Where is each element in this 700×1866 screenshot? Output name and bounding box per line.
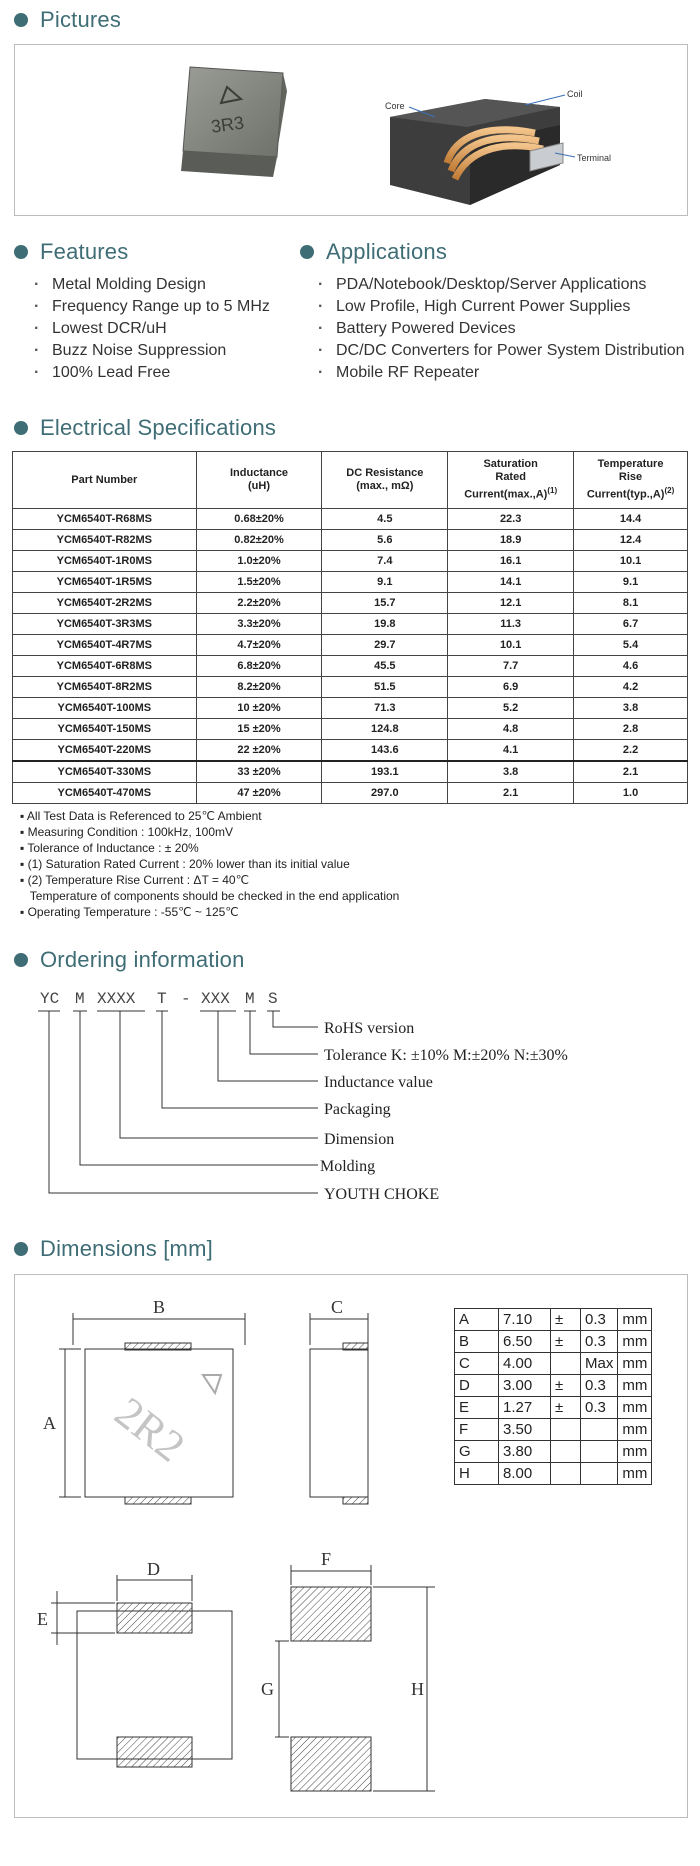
note-line: ▪ All Test Data is Referenced to 25℃ Ambient [20,809,262,823]
table-row [455,1353,652,1375]
section-title: Features [40,239,129,264]
ordering-heading [14,946,245,974]
terminal-label: Terminal [577,153,612,163]
dim-letter: H [455,1463,499,1485]
part-number-cell: YCM6540T-470MS [13,783,197,804]
dim-unit: mm [618,1441,652,1463]
rohs-label: RoHS version [324,1020,415,1037]
temperature-rise-current-cell: 9.1 [574,572,688,593]
section-title: Pictures [40,7,122,32]
inductance-cell: 6.8±20% [196,656,322,677]
temperature-rise-current-cell: 2.2 [574,740,688,762]
table-row [455,1419,652,1441]
youth-choke-label: YOUTH CHOKE [324,1186,440,1203]
code-m2: M [245,990,255,1008]
dim-tolerance [581,1441,618,1463]
dc-resistance-cell: 124.8 [322,719,448,740]
inductance-cell: 22 ±20% [196,740,322,762]
dimension-label: Dimension [324,1131,395,1148]
table-row [455,1331,652,1353]
dc-resistance-cell: 193.1 [322,761,448,783]
dc-resistance-cell: 45.5 [322,656,448,677]
dim-tolerance: 0.3 [581,1331,618,1353]
dc-resistance-cell: 15.7 [322,593,448,614]
list-item: · DC/DC Converters for Power System Distribution [318,340,685,362]
dim-label-c: C [331,1297,344,1317]
section-title: Ordering information [40,947,245,972]
list-item: · Mobile RF Repeater [318,362,685,384]
chip-marking: 3R3 [209,112,246,137]
saturation-current-cell: 7.7 [448,656,574,677]
pictures-frame [14,44,688,216]
dim-plusminus: ± [551,1309,581,1331]
dim-label-h: H [411,1679,424,1699]
dimensions-table [454,1308,652,1485]
tolerance-label: Tolerance K: ±10% M:±20% N:±30% [324,1047,568,1064]
list-item: · Lowest DCR/uH [34,318,270,340]
col-dc-resistance: DC Resistance (max., mΩ) [322,452,448,509]
dimensions-heading [14,1235,213,1263]
code-dash: - [181,990,191,1008]
table-row [13,530,688,551]
part-number-cell: YCM6540T-150MS [13,719,197,740]
code-t: T [157,990,167,1008]
dim-value: 1.27 [499,1397,551,1419]
list-item: · Frequency Range up to 5 MHz [34,296,270,318]
land-pattern-drawing [261,1549,435,1791]
dim-label-e: E [37,1609,48,1629]
dim-plusminus: ± [551,1375,581,1397]
dim-value: 3.80 [499,1441,551,1463]
part-number-cell: YCM6540T-330MS [13,761,197,783]
spec-notes [20,808,399,920]
part-number-cell: YCM6540T-R82MS [13,530,197,551]
inductance-cell: 0.68±20% [196,509,322,530]
dc-resistance-cell: 143.6 [322,740,448,762]
list-item: · Battery Powered Devices [318,318,685,340]
inductance-cell: 3.3±20% [196,614,322,635]
table-row [455,1397,652,1419]
saturation-current-cell: 16.1 [448,551,574,572]
code-xxx: XXX [201,990,230,1008]
table-row [13,635,688,656]
dim-tolerance: Max [581,1353,618,1375]
table-row [13,783,688,804]
dim-unit: mm [618,1419,652,1441]
table-row [13,761,688,783]
temperature-rise-current-cell: 3.8 [574,698,688,719]
bullet-dot [14,13,28,27]
temperature-rise-current-cell: 1.0 [574,783,688,804]
electrical-spec-table [12,451,688,804]
note-line: ▪ (2) Temperature Rise Current : ΔT = 40℃ [20,873,250,887]
product-photos [15,45,687,215]
list-item: · 100% Lead Free [34,362,270,384]
temperature-rise-current-cell: 8.1 [574,593,688,614]
dim-label-d: D [147,1559,160,1579]
packaging-label: Packaging [324,1101,391,1118]
inductance-cell: 8.2±20% [196,677,322,698]
table-header-row [13,452,688,509]
dc-resistance-cell: 29.7 [322,635,448,656]
inductance-cell: 4.7±20% [196,635,322,656]
inductance-cell: 0.82±20% [196,530,322,551]
dc-resistance-cell: 51.5 [322,677,448,698]
molding-label: Molding [320,1158,376,1175]
dim-label-a: A [43,1413,56,1433]
electrical-heading [14,414,276,442]
dc-resistance-cell: 4.5 [322,509,448,530]
saturation-current-cell: 12.1 [448,593,574,614]
dim-unit: mm [618,1375,652,1397]
part-number-cell: YCM6540T-1R0MS [13,551,197,572]
saturation-current-cell: 14.1 [448,572,574,593]
part-number-cell: YCM6540T-220MS [13,740,197,762]
bullet-dot [14,953,28,967]
table-row [13,509,688,530]
core-label: Core [385,101,405,111]
dim-value: 8.00 [499,1463,551,1485]
dim-value: 3.00 [499,1375,551,1397]
table-row [13,551,688,572]
dim-plusminus [551,1441,581,1463]
dim-plusminus: ± [551,1331,581,1353]
bullet-dot [300,245,314,259]
table-row [455,1441,652,1463]
table-row [13,740,688,762]
col-part-number: Part Number [13,452,197,509]
note-line: ▪ Operating Temperature : -55℃ ~ 125℃ [20,905,239,919]
dim-letter: A [455,1309,499,1331]
bottom-view-drawing [37,1559,232,1767]
note-line: ▪ Measuring Condition : 100kHz, 100mV [20,825,234,839]
features-heading [14,238,128,266]
marking-2r2: 2R2 [105,1387,194,1472]
dc-resistance-cell: 19.8 [322,614,448,635]
table-row [13,614,688,635]
inductance-cell: 1.0±20% [196,551,322,572]
temperature-rise-current-cell: 4.6 [574,656,688,677]
dim-letter: E [455,1397,499,1419]
dc-resistance-cell: 7.4 [322,551,448,572]
saturation-current-cell: 10.1 [448,635,574,656]
dim-unit: mm [618,1463,652,1485]
code-xxxx: XXXX [97,990,136,1008]
col-temperature-rise-current: Temperature Rise $Current(typ.,A)^{(2)}$ [574,452,688,509]
table-row [13,656,688,677]
inductance-cell: 33 ±20% [196,761,322,783]
bullet-dot [14,1242,28,1256]
dim-tolerance: 0.3 [581,1375,618,1397]
applications-heading [300,238,447,266]
code-s: S [268,990,278,1008]
inductance-cell: 2.2±20% [196,593,322,614]
dim-value: 3.50 [499,1419,551,1441]
table-row [13,593,688,614]
saturation-current-cell: 5.2 [448,698,574,719]
table-row [455,1463,652,1485]
inductor-chip-photo [181,67,287,177]
top-view-drawing [43,1297,245,1504]
saturation-current-cell: 11.3 [448,614,574,635]
dim-tolerance [581,1463,618,1485]
saturation-current-cell: 2.1 [448,783,574,804]
temperature-rise-current-cell: 12.4 [574,530,688,551]
dc-resistance-cell: 5.6 [322,530,448,551]
note-line: Temperature of components should be checked in the end application [20,889,400,903]
dim-unit: mm [618,1353,652,1375]
dim-value: 7.10 [499,1309,551,1331]
applications-list [318,274,685,384]
code-yc: YC [40,990,60,1008]
list-item: · PDA/Notebook/Desktop/Server Applications [318,274,685,296]
section-title: Dimensions [mm] [40,1236,213,1261]
temperature-rise-current-cell: 14.4 [574,509,688,530]
dim-unit: mm [618,1397,652,1419]
saturation-current-cell: 18.9 [448,530,574,551]
dim-plusminus: ± [551,1397,581,1419]
table-row [13,698,688,719]
dim-value: 6.50 [499,1331,551,1353]
temperature-rise-current-cell: 5.4 [574,635,688,656]
dim-letter: D [455,1375,499,1397]
inductance-cell: 15 ±20% [196,719,322,740]
table-row [13,677,688,698]
dc-resistance-cell: 71.3 [322,698,448,719]
list-item: · Metal Molding Design [34,274,270,296]
saturation-current-cell: 3.8 [448,761,574,783]
inductance-cell: 10 ±20% [196,698,322,719]
part-number-cell: YCM6540T-2R2MS [13,593,197,614]
part-number-cell: YCM6540T-1R5MS [13,572,197,593]
table-row [455,1375,652,1397]
dim-unit: mm [618,1331,652,1353]
bullet-dot [14,245,28,259]
pictures-heading [14,6,121,34]
dim-plusminus [551,1353,581,1375]
saturation-current-cell: 4.1 [448,740,574,762]
temperature-rise-current-cell: 4.2 [574,677,688,698]
col-inductance: Inductance (uH) [196,452,322,509]
part-number-cell: YCM6540T-R68MS [13,509,197,530]
note-line: ▪ (1) Saturation Rated Current : 20% lower than its initial value [20,857,350,871]
part-number-cell: YCM6540T-100MS [13,698,197,719]
dim-tolerance [581,1419,618,1441]
dim-plusminus [551,1463,581,1485]
dc-resistance-cell: 297.0 [322,783,448,804]
dim-unit: mm [618,1309,652,1331]
code-m: M [75,990,85,1008]
inductor-cutaway-diagram [385,89,611,205]
inductance-value-label: Inductance value [324,1074,433,1091]
dim-letter: C [455,1353,499,1375]
part-number-cell: YCM6540T-3R3MS [13,614,197,635]
bullet-dot [14,421,28,435]
section-title: Applications [326,239,448,264]
temperature-rise-current-cell: 2.1 [574,761,688,783]
list-item: · Buzz Noise Suppression [34,340,270,362]
temperature-rise-current-cell: 2.8 [574,719,688,740]
dim-letter: F [455,1419,499,1441]
table-row [13,719,688,740]
dim-tolerance: 0.3 [581,1309,618,1331]
dim-value: 4.00 [499,1353,551,1375]
part-number-cell: YCM6540T-8R2MS [13,677,197,698]
list-item: · Low Profile, High Current Power Supplies [318,296,685,318]
dim-label-f: F [321,1549,332,1569]
dim-plusminus [551,1419,581,1441]
features-list [34,274,270,384]
dim-tolerance: 0.3 [581,1397,618,1419]
dim-letter: G [455,1441,499,1463]
saturation-current-cell: 6.9 [448,677,574,698]
table-row [455,1309,652,1331]
note-line: ▪ Tolerance of Inductance : ± 20% [20,841,199,855]
part-number-cell: YCM6540T-6R8MS [13,656,197,677]
section-title: Electrical Specifications [40,415,277,440]
temperature-rise-current-cell: 6.7 [574,614,688,635]
dim-label-b: B [153,1297,166,1317]
temperature-rise-current-cell: 10.1 [574,551,688,572]
part-number-cell: YCM6540T-4R7MS [13,635,197,656]
col-saturation-current: Saturation Rated $Current(\max.,A)^{(1)}$ [448,452,574,509]
dim-letter: B [455,1331,499,1353]
saturation-current-cell: 22.3 [448,509,574,530]
side-view-drawing [310,1297,368,1504]
saturation-current-cell: 4.8 [448,719,574,740]
inductance-cell: 47 ±20% [196,783,322,804]
dim-label-g: G [261,1679,274,1699]
inductance-cell: 1.5±20% [196,572,322,593]
table-row [13,572,688,593]
coil-label: Coil [567,89,583,99]
dc-resistance-cell: 9.1 [322,572,448,593]
